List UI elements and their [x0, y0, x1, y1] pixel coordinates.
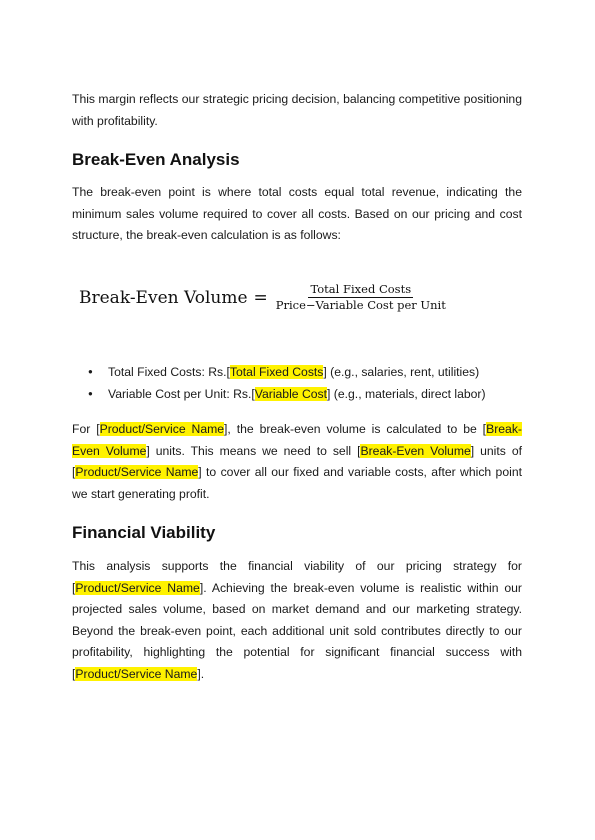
placeholder-highlight: Variable Cost: [254, 387, 328, 401]
bullet-text: Variable Cost per Unit: Rs.[: [108, 387, 255, 401]
formula-fraction: [274, 283, 448, 312]
bullet-text: ] (e.g., materials, direct labor): [327, 387, 486, 401]
placeholder-highlight: Product/Service Name: [99, 422, 225, 436]
financial-viability-heading: Financial Viability: [72, 523, 216, 542]
bullet-variable-cost: [88, 383, 486, 405]
paragraph-text: This analysis supports the financial viability of our pricing strategy for [: [72, 559, 522, 595]
paragraph-text: ] to cover all our fixed and variable costs, after which point we start generating profit.: [72, 465, 522, 501]
formula-lhs: Break-Even Volume: [79, 287, 248, 308]
bullet-total-fixed-costs: [88, 361, 486, 383]
break-even-heading: Break-Even Analysis: [72, 150, 240, 169]
paragraph-text: For [: [72, 422, 100, 436]
break-even-result-paragraph: [72, 419, 522, 505]
placeholder-highlight: Product/Service Name: [75, 465, 199, 479]
placeholder-highlight: Total Fixed Costs: [229, 365, 324, 379]
break-even-formula: [79, 283, 448, 312]
placeholder-highlight: Product/Service Name: [75, 666, 198, 681]
bullet-text: Total Fixed Costs: Rs.[: [108, 365, 230, 379]
bullet-text: ] (e.g., salaries, rent, utilities): [323, 365, 480, 379]
formula-denominator: Price−Variable Cost per Unit: [275, 298, 446, 312]
financial-viability-paragraph: [72, 556, 522, 685]
formula-equals: =: [253, 287, 268, 308]
break-even-paragraph: The break-even point is where total costs equal total revenue, indicating the minimum sales volume required to cover all costs. Based on our pricing and cost structure, the break-even calculation is as follows:: [72, 185, 522, 242]
paragraph-text: ]. Achieving the break-even volume is realistic within our projected sales volume, based on market demand and our marketing strategy. Beyond the break-even point, each additional unit sold contributes directly to our profitability, highlighting the potential for significant financial success with [: [72, 580, 522, 681]
paragraph-text: ], the break-even volume is calculated to be [: [224, 422, 487, 436]
paragraph-text: ] units of [: [72, 443, 522, 479]
paragraph-text: ].: [197, 666, 205, 681]
intro-paragraph: This margin reflects our strategic pricing decision, balancing competitive positioning with profitability.: [72, 92, 522, 128]
placeholder-highlight: Product/Service Name: [75, 580, 200, 595]
placeholder-highlight: Break-Even Volume: [72, 422, 522, 458]
cost-bullet-list: [88, 361, 486, 405]
placeholder-highlight: Break-Even Volume: [360, 443, 471, 458]
paragraph-text: ] units. This means we need to sell [: [146, 443, 361, 458]
formula-numerator: Total Fixed Costs: [310, 282, 412, 296]
